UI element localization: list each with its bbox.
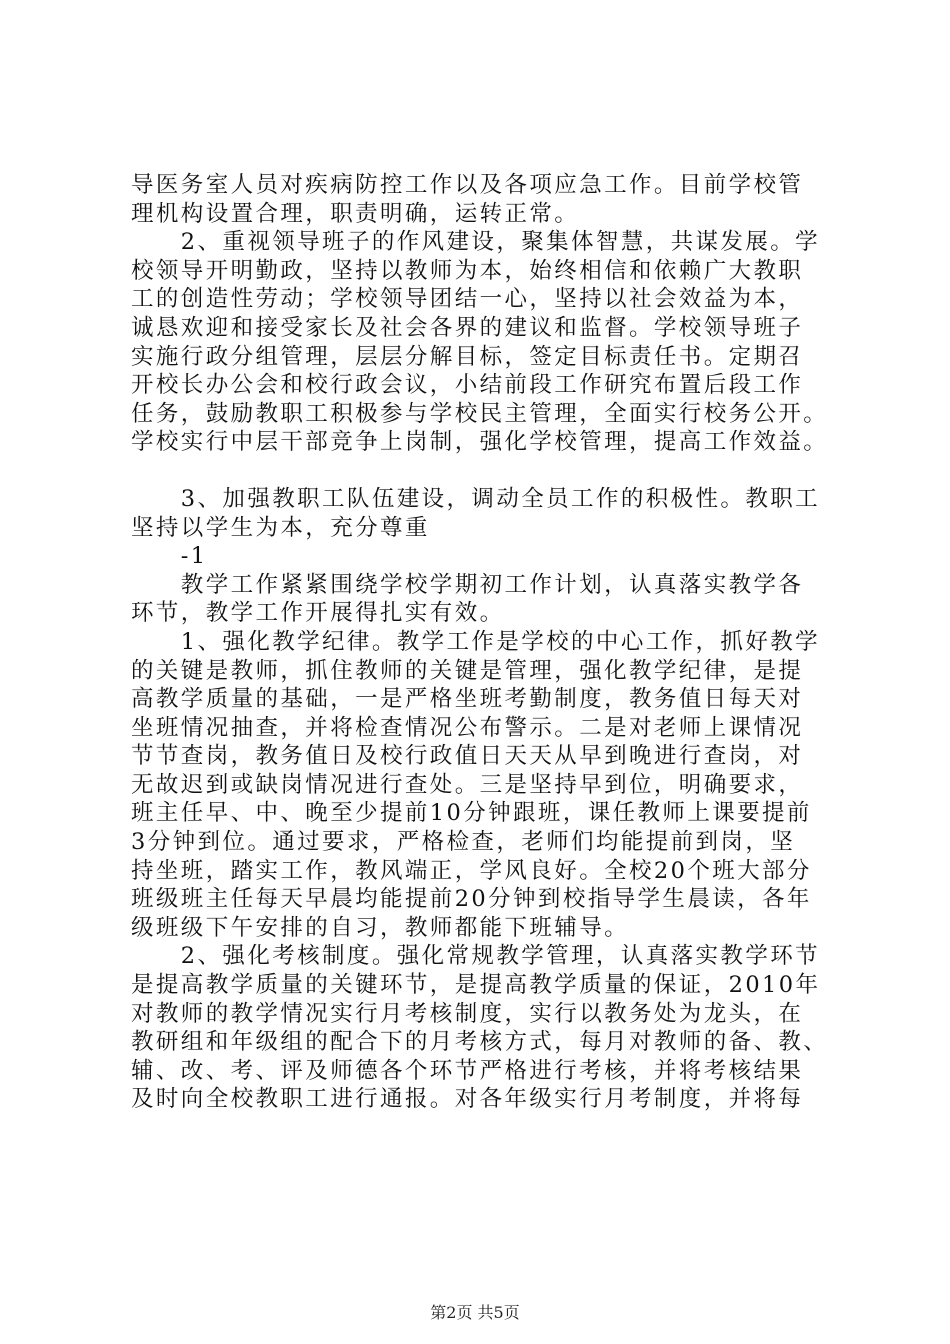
document-body — [131, 171, 831, 1114]
text-line: 无故迟到或缺岗情况进行查处。三是坚持早到位，明确要求， — [131, 771, 804, 798]
text-line: 工的创造性劳动；学校领导团结一心，坚持以社会效益为本， — [131, 286, 804, 313]
text-line: 3、加强教职工队伍建设，调动全员工作的积极性。教职工 — [131, 485, 821, 512]
text-line: 2、强化考核制度。强化常规教学管理，认真落实教学环节 — [131, 943, 821, 970]
text-line: 理机构设置合理，职责明确，运转正常。 — [131, 200, 580, 227]
text-line: 班级班主任每天早晨均能提前20分钟到校指导学生晨读，各年 — [131, 886, 812, 913]
text-line: 教研组和年级组的配合下的月考核方式，每月对教师的备、教、 — [131, 1029, 829, 1056]
text-line: 导医务室人员对疾病防控工作以及各项应急工作。目前学校管 — [131, 172, 804, 198]
text-line: 及时向全校教职工进行通报。对各年级实行月考制度，并将每 — [131, 1086, 804, 1113]
text-line: 学校实行中层干部竞争上岗制，强化学校管理，提高工作效益。 — [131, 429, 829, 456]
text-line: 对教师的教学情况实行月考核制度，实行以教务处为龙头，在 — [131, 1000, 804, 1027]
text-line: 开校长办公会和校行政会议，小结前段工作研究布置后段工作 — [131, 372, 804, 399]
text-line: -1 — [131, 543, 208, 570]
text-line: 持坐班，踏实工作，教风端正，学风良好。全校20个班大部分 — [131, 857, 812, 884]
text-line: 教学工作紧紧围绕学校学期初工作计划，认真落实教学各 — [131, 571, 804, 598]
text-line: 坚持以学生为本，充分尊重 — [131, 514, 430, 541]
text-line: 3分钟到位。通过要求，严格检查，老师们均能提前到岗，坚 — [131, 829, 796, 856]
text-line: 节节查岗，教务值日及校行政值日天天从早到晚进行查岗，对 — [131, 743, 804, 770]
text-line: 校领导开明勤政，坚持以教师为本，始终相信和依赖广大教职 — [131, 257, 804, 284]
text-line: 班主任早、中、晚至少提前10分钟跟班，课任教师上课要提前 — [131, 800, 812, 827]
text-line: 任务，鼓励教职工积极参与学校民主管理，全面实行校务公开。 — [131, 400, 829, 427]
text-line: 辅、改、考、评及师德各个环节严格进行考核，并将考核结果 — [131, 1057, 804, 1084]
paragraph-block-2 — [131, 485, 831, 1114]
text-line: 高教学质量的基础，一是严格坐班考勤制度，教务值日每天对 — [131, 686, 804, 713]
text-line: 环节，教学工作开展得扎实有效。 — [131, 600, 505, 627]
text-line: 1、强化教学纪律。教学工作是学校的中心工作，抓好教学 — [131, 628, 821, 655]
text-line: 级班级下午安排的自习，教师都能下班辅导。 — [131, 914, 630, 941]
text-line: 坐班情况抽查，并将检查情况公布警示。二是对老师上课情况 — [131, 714, 804, 741]
paragraph-gap — [131, 457, 831, 485]
text-line: 是提高教学质量的关键环节，是提高教学质量的保证，2010年 — [131, 972, 821, 999]
text-line: 2、重视领导班子的作风建设，聚集体智慧，共谋发展。学 — [131, 229, 821, 256]
text-line: 实施行政分组管理，层层分解目标，签定目标责任书。定期召 — [131, 343, 804, 370]
text-line: 诚恳欢迎和接受家长及社会各界的建议和监督。学校领导班子 — [131, 314, 804, 341]
text-line: 的关键是教师，抓住教师的关键是管理，强化教学纪律，是提 — [131, 657, 804, 684]
page-footer: 第2页 共5页 — [430, 1303, 520, 1322]
paragraph-block-1 — [131, 171, 831, 457]
